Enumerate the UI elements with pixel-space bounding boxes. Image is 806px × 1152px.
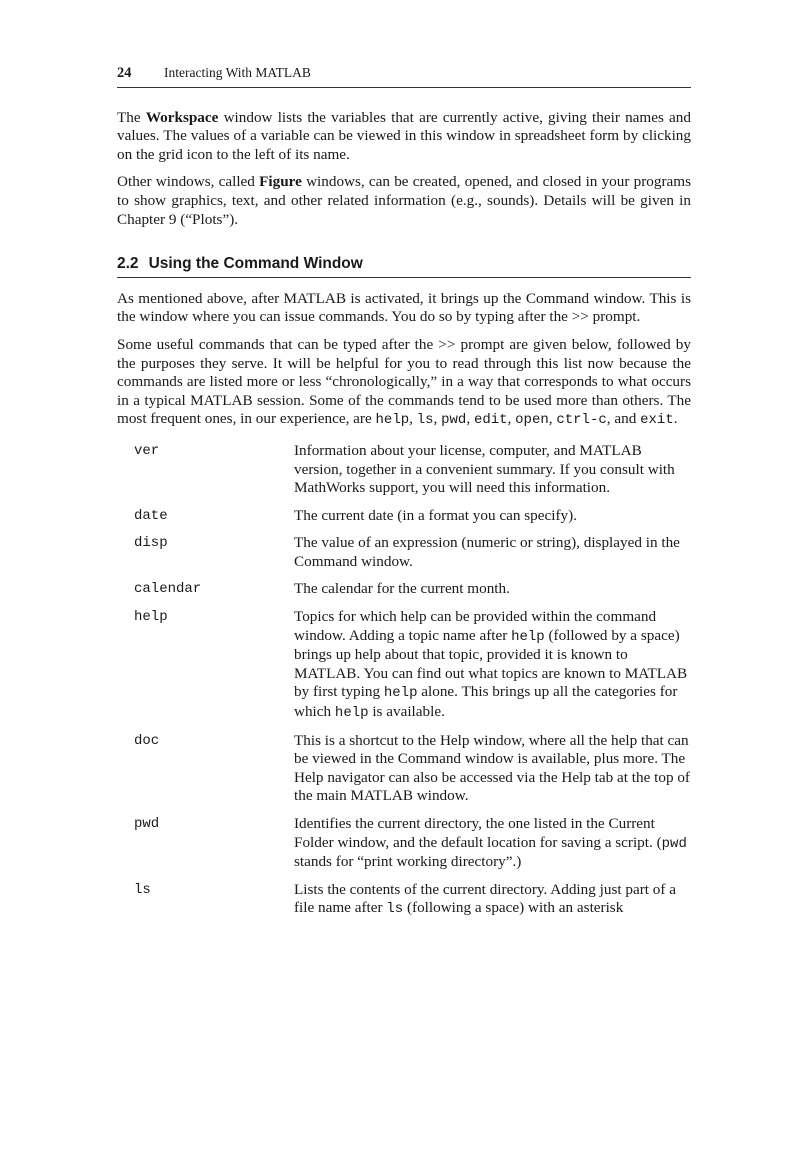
command-name: pwd xyxy=(134,816,160,832)
command-name: date xyxy=(134,507,168,524)
command-name: help xyxy=(134,609,168,626)
command-row-calendar xyxy=(117,580,691,599)
command-description: Lists the contents of the current directory. Adding just part of a file name after ls (following a space) with an asterisk xyxy=(294,880,676,918)
command-row-doc xyxy=(117,732,691,806)
command-list xyxy=(117,442,691,919)
command-row-disp xyxy=(117,534,691,571)
command-name: disp xyxy=(134,535,168,552)
term-workspace: Workspace xyxy=(145,108,219,126)
paragraph-useful-commands: Some useful commands that can be typed after the >> prompt are given below, followed by the purposes they serve. It will be helpful for you to read through this list now because the commands are listed more or less “chronologically,” in a way that corresponds to what occurs in a typical MATLAB session. Some of the commands tend to be used more than others. The most frequent ones, in our experience, are help, ls, pwd, edit, open, ctrl-c, and exit. xyxy=(117,335,691,429)
book-page xyxy=(117,64,691,928)
command-name: ls xyxy=(134,881,151,898)
command-row-ls xyxy=(117,881,691,919)
command-description: The value of an expression (numeric or string), displayed in the Command window. xyxy=(294,534,680,570)
command-description: This is a shortcut to the Help window, where all the help that can be viewed in the Command window is available, plus more. The Help navigator can also be accessed via the Help tab at the top of the main MATLAB window. xyxy=(294,731,690,805)
running-header xyxy=(117,64,691,88)
paragraph-figure: Other windows, called Figure windows, can be created, opened, and closed in your programs to show graphics, text, and other related information (e.g., sounds). Details will be given in Chapter 9 (“Plots”). xyxy=(117,173,691,228)
section-title: Using the Command Window xyxy=(148,255,363,273)
page-number: 24 xyxy=(117,65,132,81)
command-name: calendar xyxy=(134,581,202,598)
running-title: Interacting With MATLAB xyxy=(164,65,311,80)
section-number: 2.2 xyxy=(117,255,139,273)
command-row-ver xyxy=(117,442,691,498)
command-description: Information about your license, computer, and MATLAB version, together in a convenient summary. If you consult with MathWorks support, you will need this information. xyxy=(294,441,675,497)
command-name: ver xyxy=(134,442,160,459)
paragraph-command-window: As mentioned above, after MATLAB is activated, it brings up the Command window. This is the window where you can issue commands. You do so by typing after the >> prompt. xyxy=(117,289,691,326)
paragraph-workspace: The Workspace window lists the variables that are currently active, giving their names and values. The values of a variable can be viewed in this window in spreadsheet form by clicking on the grid icon to the left of its name. xyxy=(117,108,691,163)
command-row-date xyxy=(117,507,691,526)
command-description: The calendar for the current month. xyxy=(294,580,510,598)
command-description: Topics for which help can be provided within the command window. Adding a topic name after help (followed by a space) brings up help about that topic, provided it is known to MATLAB. You can find out what topics are known to MATLAB by first typing help alone. This brings up all the categories for which help is available. xyxy=(294,608,688,722)
term-figure: Figure xyxy=(259,173,302,191)
command-description: The current date (in a format you can specify). xyxy=(294,506,577,524)
command-row-help xyxy=(117,608,691,723)
section-heading xyxy=(117,255,691,278)
command-row-pwd xyxy=(117,815,691,872)
command-name: doc xyxy=(134,732,160,749)
command-description: Identifies the current directory, the one listed in the Current Folder window, and the default location for saving a script. (pwd stands for “print working directory”.) xyxy=(294,815,687,871)
